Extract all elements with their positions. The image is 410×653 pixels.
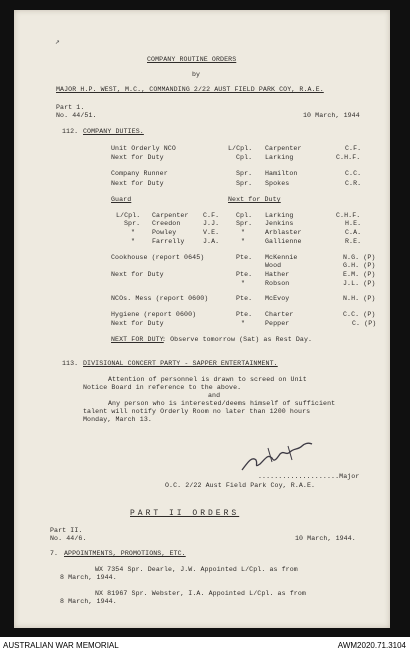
- signature-rank: ....................Major: [258, 473, 360, 480]
- cookhouse-next-rank: Pte.: [236, 271, 253, 278]
- signature-title: O.C. 2/22 Aust Field Park Coy, R.A.E.: [165, 482, 316, 489]
- guard-rank: L/Cpl.: [116, 212, 141, 219]
- guard-unit: J.A.: [203, 238, 220, 245]
- hygiene-rank: Pte.: [236, 311, 253, 318]
- section-number: 112.: [62, 128, 79, 135]
- duty-label: Next for Duty: [111, 180, 164, 187]
- guard-next-rank: Spr.: [236, 220, 253, 227]
- duty-label: Next for Duty: [111, 154, 164, 161]
- part2-date: 10 March, 1944.: [295, 535, 356, 542]
- section-heading: DIVISIONAL CONCERT PARTY - SAPPER ENTERTAINMENT.: [83, 360, 278, 367]
- ncos-mess-name: McEvoy: [265, 295, 290, 302]
- cookhouse-next-rank: ": [241, 280, 246, 287]
- guard-unit: J.J.: [203, 220, 220, 227]
- cookhouse-next-name: Robson: [265, 280, 290, 287]
- guard-next-unit: R.E.: [345, 238, 362, 245]
- duty-name: Spokes: [265, 180, 290, 187]
- hygiene-label: Hygiene (report 0600): [111, 311, 197, 318]
- duty-rank: L/Cpl.: [228, 145, 253, 152]
- commanding-officer: MAJOR H.P. WEST, M.C., COMMANDING 2/22 AUST FIELD PARK COY, R.A.E.: [56, 86, 324, 93]
- hygiene-next-unit: C. (P): [352, 320, 377, 327]
- cookhouse-next-unit: E.M. (P): [343, 271, 376, 278]
- cookhouse-label: Cookhouse (report 0645): [111, 254, 205, 261]
- ncos-mess-label: NCOs. Mess (report 0600): [111, 295, 209, 302]
- document-title: COMPANY ROUTINE ORDERS: [147, 56, 237, 63]
- paragraph-line: talent will notify Orderly Room no later than 1200 hours: [83, 408, 311, 415]
- hygiene-next-name: Pepper: [265, 320, 290, 327]
- section-heading: COMPANY DUTIES.: [83, 128, 144, 135]
- paragraph-line: Notice Board in reference to the above.: [83, 384, 242, 391]
- cookhouse-unit: N.G. (P): [343, 254, 376, 261]
- guard-name: Farrelly: [152, 238, 185, 245]
- cookhouse-next-unit: J.L. (P): [343, 280, 376, 287]
- guard-rank: Spr.: [124, 220, 141, 227]
- guard-next-name: Arblaster: [265, 229, 302, 236]
- order-number: No. 44/51.: [56, 112, 97, 119]
- guard-heading: Guard: [111, 196, 132, 203]
- part2-number: No. 44/6.: [50, 535, 87, 542]
- appointment-line: WX 7354 Spr. Dearle, J.W. Appointed L/Cpl. as from: [95, 566, 298, 573]
- guard-next-unit: C.H.F.: [336, 212, 361, 219]
- guard-name: Carpenter: [152, 212, 189, 219]
- next-for-duty-label: NEXT FOR DUTY: [111, 336, 164, 343]
- duty-rank: Cpl.: [236, 154, 253, 161]
- cookhouse-next-name: Hather: [265, 271, 290, 278]
- guard-next-name: Larking: [265, 212, 294, 219]
- hygiene-next-rank: ": [241, 320, 246, 327]
- guard-next-unit: H.E.: [345, 220, 362, 227]
- handwritten-signature: [238, 440, 318, 476]
- section-number: 7.: [50, 550, 59, 557]
- footer-accession: AWM2020.71.3104: [337, 641, 406, 650]
- part2-label: Part II.: [50, 527, 83, 534]
- paragraph-line: and: [208, 392, 221, 399]
- hygiene-unit: C.C. (P): [343, 311, 376, 318]
- punch-mark: ↗: [55, 38, 60, 47]
- guard-next-rank: ": [241, 229, 246, 236]
- duty-rank: Spr.: [236, 170, 253, 177]
- guard-next-name: Jenkins: [265, 220, 294, 227]
- cookhouse-name: McKennie: [265, 254, 298, 261]
- paragraph-line: Any person who is interested/deems himself of sufficient: [108, 400, 336, 407]
- duty-unit: C.H.F.: [336, 154, 361, 161]
- duty-name: Larking: [265, 154, 294, 161]
- guard-next-unit: C.A.: [345, 229, 362, 236]
- duty-label: Unit Orderly NCO: [111, 145, 176, 152]
- cookhouse-rank: Pte.: [236, 254, 253, 261]
- cookhouse-next-label: Next for Duty: [111, 271, 164, 278]
- appointment-line: 8 March, 1944.: [60, 574, 117, 581]
- guard-rank: ": [131, 229, 136, 236]
- appointment-line: NX 81967 Spr. Webster, I.A. Appointed L/Cpl. as from: [95, 590, 306, 597]
- paragraph-line: Attention of personnel is drawn to screed on Unit: [108, 376, 307, 383]
- paragraph-line: Monday, March 13.: [83, 416, 152, 423]
- duty-label: Company Runner: [111, 170, 168, 177]
- section-heading: APPOINTMENTS, PROMOTIONS, ETC.: [64, 550, 186, 557]
- rest-day-note: : Observe tomorrow (Sat) as Rest Day.: [162, 336, 313, 343]
- guard-name: Creedon: [152, 220, 181, 227]
- duty-rank: Spr.: [236, 180, 253, 187]
- by-line: by: [192, 71, 201, 78]
- section-number: 113.: [62, 360, 79, 367]
- duty-name: Carpenter: [265, 145, 302, 152]
- guard-next-name: Gallienne: [265, 238, 302, 245]
- guard-unit: V.E.: [203, 229, 220, 236]
- part-label: Part 1.: [56, 104, 85, 111]
- hygiene-next-label: Next for Duty: [111, 320, 164, 327]
- duty-unit: C.C.: [345, 170, 362, 177]
- guard-name: Powley: [152, 229, 177, 236]
- duty-name: Hamilton: [265, 170, 298, 177]
- ncos-mess-rank: Pte.: [236, 295, 253, 302]
- duty-unit: C.F.: [345, 145, 362, 152]
- order-date: 10 March, 1944: [303, 112, 360, 119]
- cookhouse-name: Wood: [265, 262, 282, 269]
- guard-rank: ": [131, 238, 136, 245]
- part2-title: PART II ORDERS: [130, 509, 240, 518]
- ncos-mess-unit: N.H. (P): [343, 295, 376, 302]
- archive-footer: [0, 637, 410, 653]
- duty-unit: C.R.: [345, 180, 362, 187]
- cookhouse-unit: G.H. (P): [343, 262, 376, 269]
- hygiene-name: Charter: [265, 311, 294, 318]
- guard-next-heading: Next for Duty: [228, 196, 281, 203]
- guard-next-rank: ": [241, 238, 246, 245]
- guard-unit: C.F.: [203, 212, 220, 219]
- footer-institution: AUSTRALIAN WAR MEMORIAL: [3, 641, 119, 650]
- guard-next-rank: Cpl.: [236, 212, 253, 219]
- appointment-line: 8 March, 1944.: [60, 598, 117, 605]
